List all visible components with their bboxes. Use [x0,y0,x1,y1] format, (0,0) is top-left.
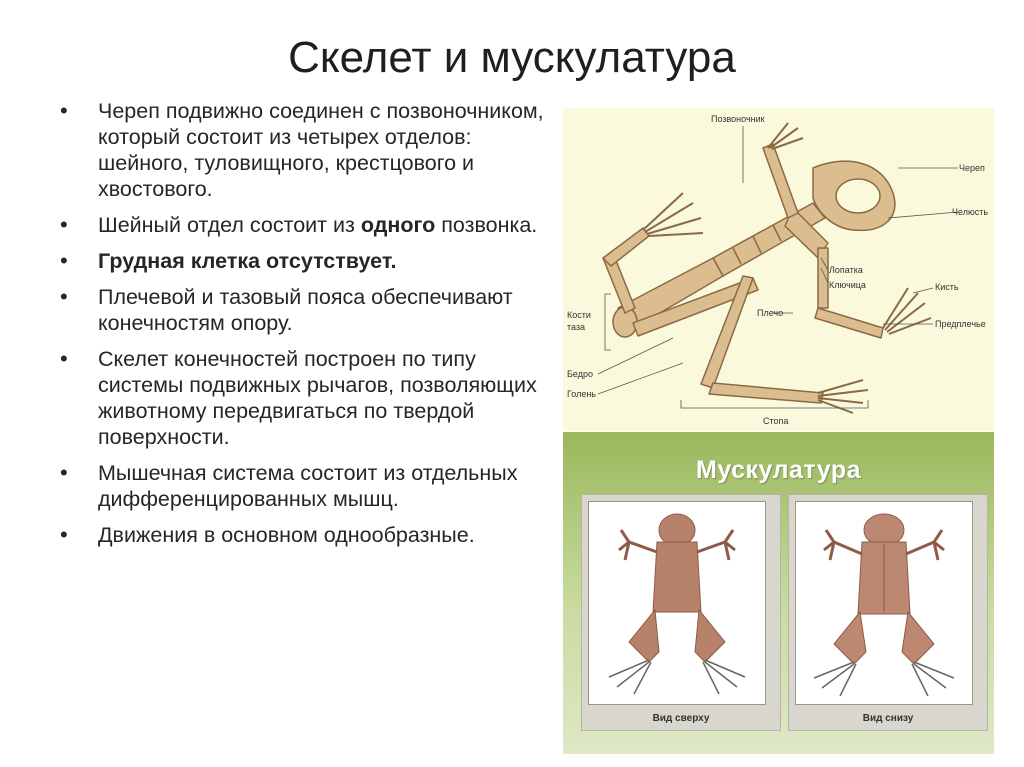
bullet-item [56,284,546,336]
bullet-text: позвонка. [435,213,538,237]
bullet-text: Скелет конечностей построен по типу системы подвижных рычагов, позволяющих животному передвигаться по твердой поверхности. [98,347,537,449]
bullet-dot: • [60,98,68,123]
bullet-dot: • [60,460,68,485]
bullet-text: Мышечная система состоит из отдельных дифференцированных мышц. [98,461,518,511]
bullet-dot: • [60,248,68,273]
label-skull: Череп [959,163,985,173]
caption-bottom-view: Вид снизу [862,713,914,724]
bullet-text: Череп подвижно соединен с позвоночником, который состоит из четырех отделов: шейного, туловищного, крестцового и хвостового. [98,99,544,201]
muscle-frame-bottom-view [788,494,988,731]
bullet-text: Движения в основном однообразные. [98,523,475,547]
slide-title: Скелет и мускулатура [288,33,736,82]
muscle-frame-top-view [581,494,781,731]
label-forearm: Предплечье [935,319,986,329]
bullet-bold-text: одного [360,213,436,237]
bullet-item [56,522,546,548]
frog-muscle-bottom-view-illustration [795,501,973,705]
bullet-dot: • [60,212,68,237]
bullet-item [56,346,546,450]
bullet-dot: • [60,346,68,371]
bullet-dot: • [60,284,68,309]
label-shoulder: Плечо [757,308,784,318]
label-thigh: Бедро [567,369,593,379]
bullet-text: Плечевой и тазовый пояса обеспечивают конечностям опору. [98,285,513,335]
muscle-figure [563,432,994,754]
label-foot: Стопа [763,416,789,426]
bullet-item [56,460,546,512]
label-hand: Кисть [935,282,959,292]
label-clavicle: Ключица [829,280,866,290]
bullet-list [56,98,546,558]
frog-skeleton-illustration [563,108,994,431]
muscle-heading: Мускулатура [696,456,861,484]
skeleton-bones [603,123,931,413]
bullet-bold-text: Грудная клетка отсутствует. [98,249,397,273]
label-jaw: Челюсть [952,207,989,217]
label-pelvis-2: таза [567,322,586,332]
skeleton-figure [563,108,994,431]
caption-top-view: Вид сверху [652,713,710,724]
bullet-item [56,212,546,238]
label-scapula: Лопатка [829,265,863,275]
label-shin: Голень [567,389,596,399]
label-pelvis-1: Кости [567,310,591,320]
bullet-dot: • [60,522,68,547]
frog-muscle-top-view-illustration [588,501,766,705]
label-spine: Позвоночник [711,114,765,124]
bullet-item [56,248,546,274]
bullet-text: Шейный отдел состоит из [98,213,361,237]
bullet-item [56,98,546,202]
